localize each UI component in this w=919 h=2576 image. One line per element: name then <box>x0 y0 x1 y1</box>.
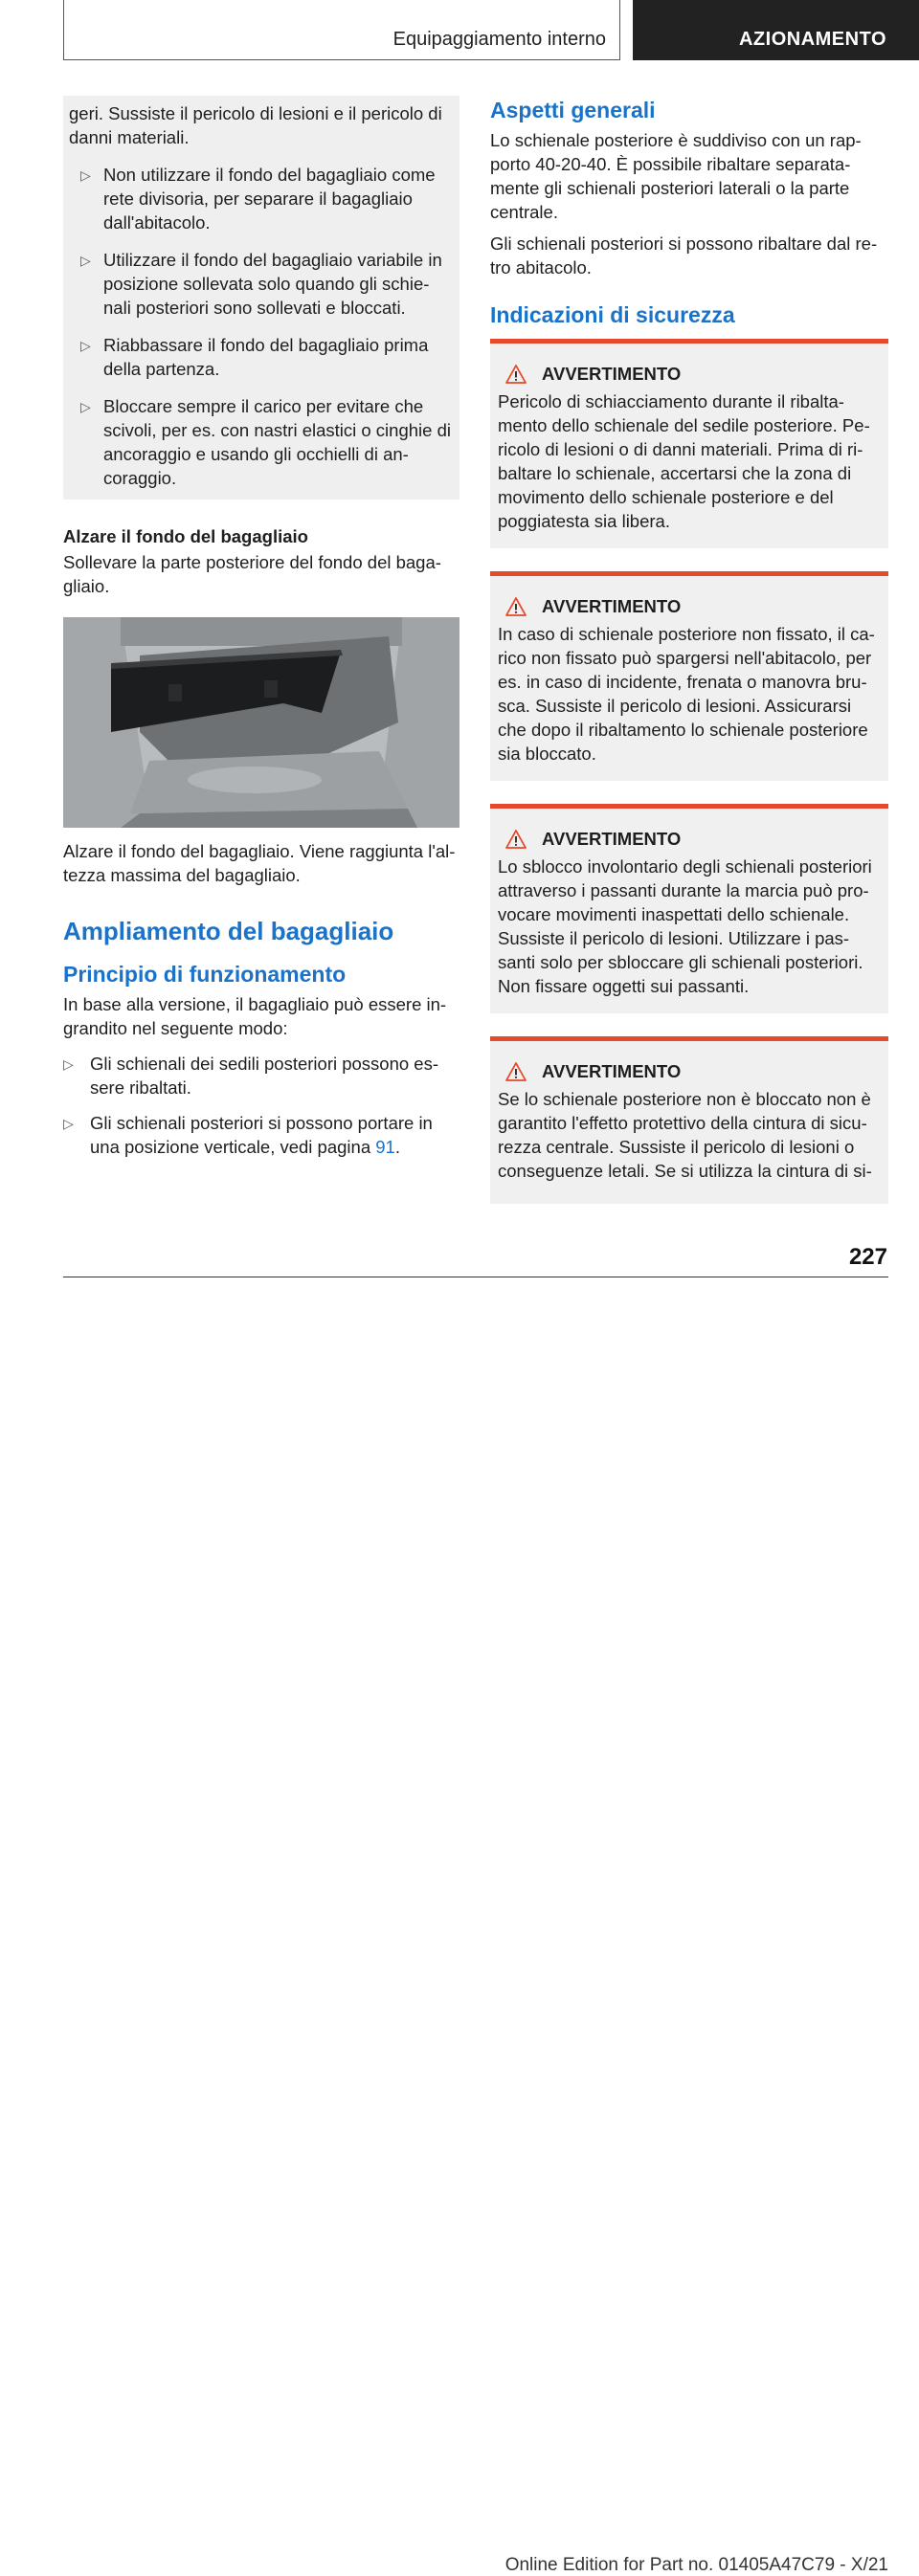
warning-text: In caso di schienale posteriore non fissato, il ca-rico non fissato può spargersi nell'abitacolo, per es. in caso di incidente, frenata o manovra bru-sca. Sussiste il pericolo di lesioni. Assicurarsi che dopo il ribaltamento lo schienale posteriore sia bloccato. <box>498 624 875 764</box>
note-bullet: ▷ Non utilizzare il fondo del bagagliaio come rete divisoria, per separare il bagagliaio dall'abitacolo. <box>80 165 436 233</box>
page-reference-link[interactable]: 91 <box>375 1137 395 1157</box>
raise-floor-text: Sollevare la parte posteriore del fondo del baga-gliaio. <box>63 552 441 596</box>
footer-edition: Online Edition for Part no. 01405A47C79 - X/21 <box>500 2555 888 2576</box>
trunk-floor-photo <box>63 617 460 828</box>
general-paragraph-2: Gli schienali posteriori si possono ribaltare dal re-tro abitacolo. <box>490 233 878 278</box>
note-bullet-list <box>69 163 452 490</box>
warning-box <box>490 339 888 548</box>
warning-text: Pericolo di schiacciamento durante il ribalta-mento dello schienale del sedile posteriore. Pe-ricolo di lesioni o di danni materiali. Prima di ri-baltare lo schienale, accertarsi che la zona di movimento dello schienale posteriore e del poggiatesta sia libera. <box>498 391 870 531</box>
warning-box <box>490 571 888 781</box>
warning-triangle-icon <box>505 830 527 849</box>
page-header <box>0 0 919 63</box>
warning-box <box>490 804 888 1013</box>
warning-title: AVVERTIMENTO <box>498 1060 883 1083</box>
principle-text: In base alla versione, il bagagliaio può essere in-grandito nel seguente modo: <box>63 994 447 1038</box>
warning-triangle-icon <box>505 1062 527 1081</box>
header-section-title: Equipaggiamento interno <box>392 29 606 50</box>
principle-bullet: ▷ Gli schienali dei sedili posteriori possono es-sere ribaltati. <box>63 1054 439 1098</box>
note-bullet: ▷ Bloccare sempre il carico per evitare che scivoli, per es. con nastri elastici o cinghie di ancoraggio e usando gli occhielli di an-coraggio. <box>80 396 451 488</box>
triangle-bullet-icon: ▷ <box>80 167 91 183</box>
photo-caption: Alzare il fondo del bagagliaio. Viene raggiunta l'al-tezza massima del bagagliaio. <box>63 841 456 885</box>
warning-triangle-icon <box>505 365 527 384</box>
right-column <box>490 96 888 1204</box>
triangle-bullet-icon: ▷ <box>63 1116 74 1131</box>
principle-bullet: ▷ Gli schienali posteriori si possono portare in una posizione verticale, vedi pagina 91. <box>63 1113 433 1157</box>
warning-text: Se lo schienale posteriore non è bloccato non è garantito l'effetto protettivo della cintura di sicu-rezza centrale. Sussiste il pericolo di lesioni o conseguenze letali. Se si utilizza la cintura di si- <box>498 1089 872 1181</box>
header-chapter-box <box>633 0 919 60</box>
warning-title: AVVERTIMENTO <box>498 828 883 851</box>
general-paragraph-1: Lo schienale posteriore è suddiviso con un rap-porto 40-20-40. È possibile ribaltare separata-mente gli schienali posteriori laterali o la parte centrale. <box>490 130 862 222</box>
note-bullet: ▷ Utilizzare il fondo del bagagliaio variabile in posizione sollevata solo quando gli schie-nali posteriori sono sollevati e bloccati. <box>80 250 442 318</box>
triangle-bullet-icon: ▷ <box>80 338 91 353</box>
triangle-bullet-icon: ▷ <box>80 253 91 268</box>
warning-box <box>490 1036 888 1204</box>
warning-triangle-icon <box>505 597 527 616</box>
triangle-bullet-icon: ▷ <box>63 1056 74 1072</box>
caution-note-box <box>63 96 460 500</box>
raise-floor-heading: Alzare il fondo del bagagliaio <box>63 526 308 546</box>
left-column <box>63 96 460 1159</box>
note-bullet: ▷ Riabbassare il fondo del bagagliaio prima della partenza. <box>80 335 429 379</box>
warning-list <box>490 339 888 1204</box>
page-number: 227 <box>848 1244 887 1270</box>
header-chapter-title: AZIONAMENTO <box>738 29 886 50</box>
note-intro: geri. Sussiste il pericolo di lesioni e il pericolo di danni materiali. <box>69 103 442 147</box>
general-heading: Aspetti generali <box>490 98 656 122</box>
warning-text: Lo sblocco involontario degli schienali posteriori attraverso i passanti durante la marcia può pro-vocare movimenti inaspettati dello schienale. Sussiste il pericolo di lesioni. Utilizzare i pas-santi solo per sbloccare gli schienali posteriori. Non fissare oggetti sui passanti. <box>498 856 872 996</box>
safety-heading: Indicazioni di sicurezza <box>490 302 735 327</box>
principle-heading: Principio di funzionamento <box>63 962 347 987</box>
section-heading: Ampliamento del bagagliaio <box>63 917 394 945</box>
warning-title: AVVERTIMENTO <box>498 595 883 618</box>
triangle-bullet-icon: ▷ <box>80 399 91 414</box>
principle-bullet-list <box>63 1052 460 1159</box>
header-section-box <box>63 0 620 60</box>
warning-title: AVVERTIMENTO <box>498 363 883 386</box>
